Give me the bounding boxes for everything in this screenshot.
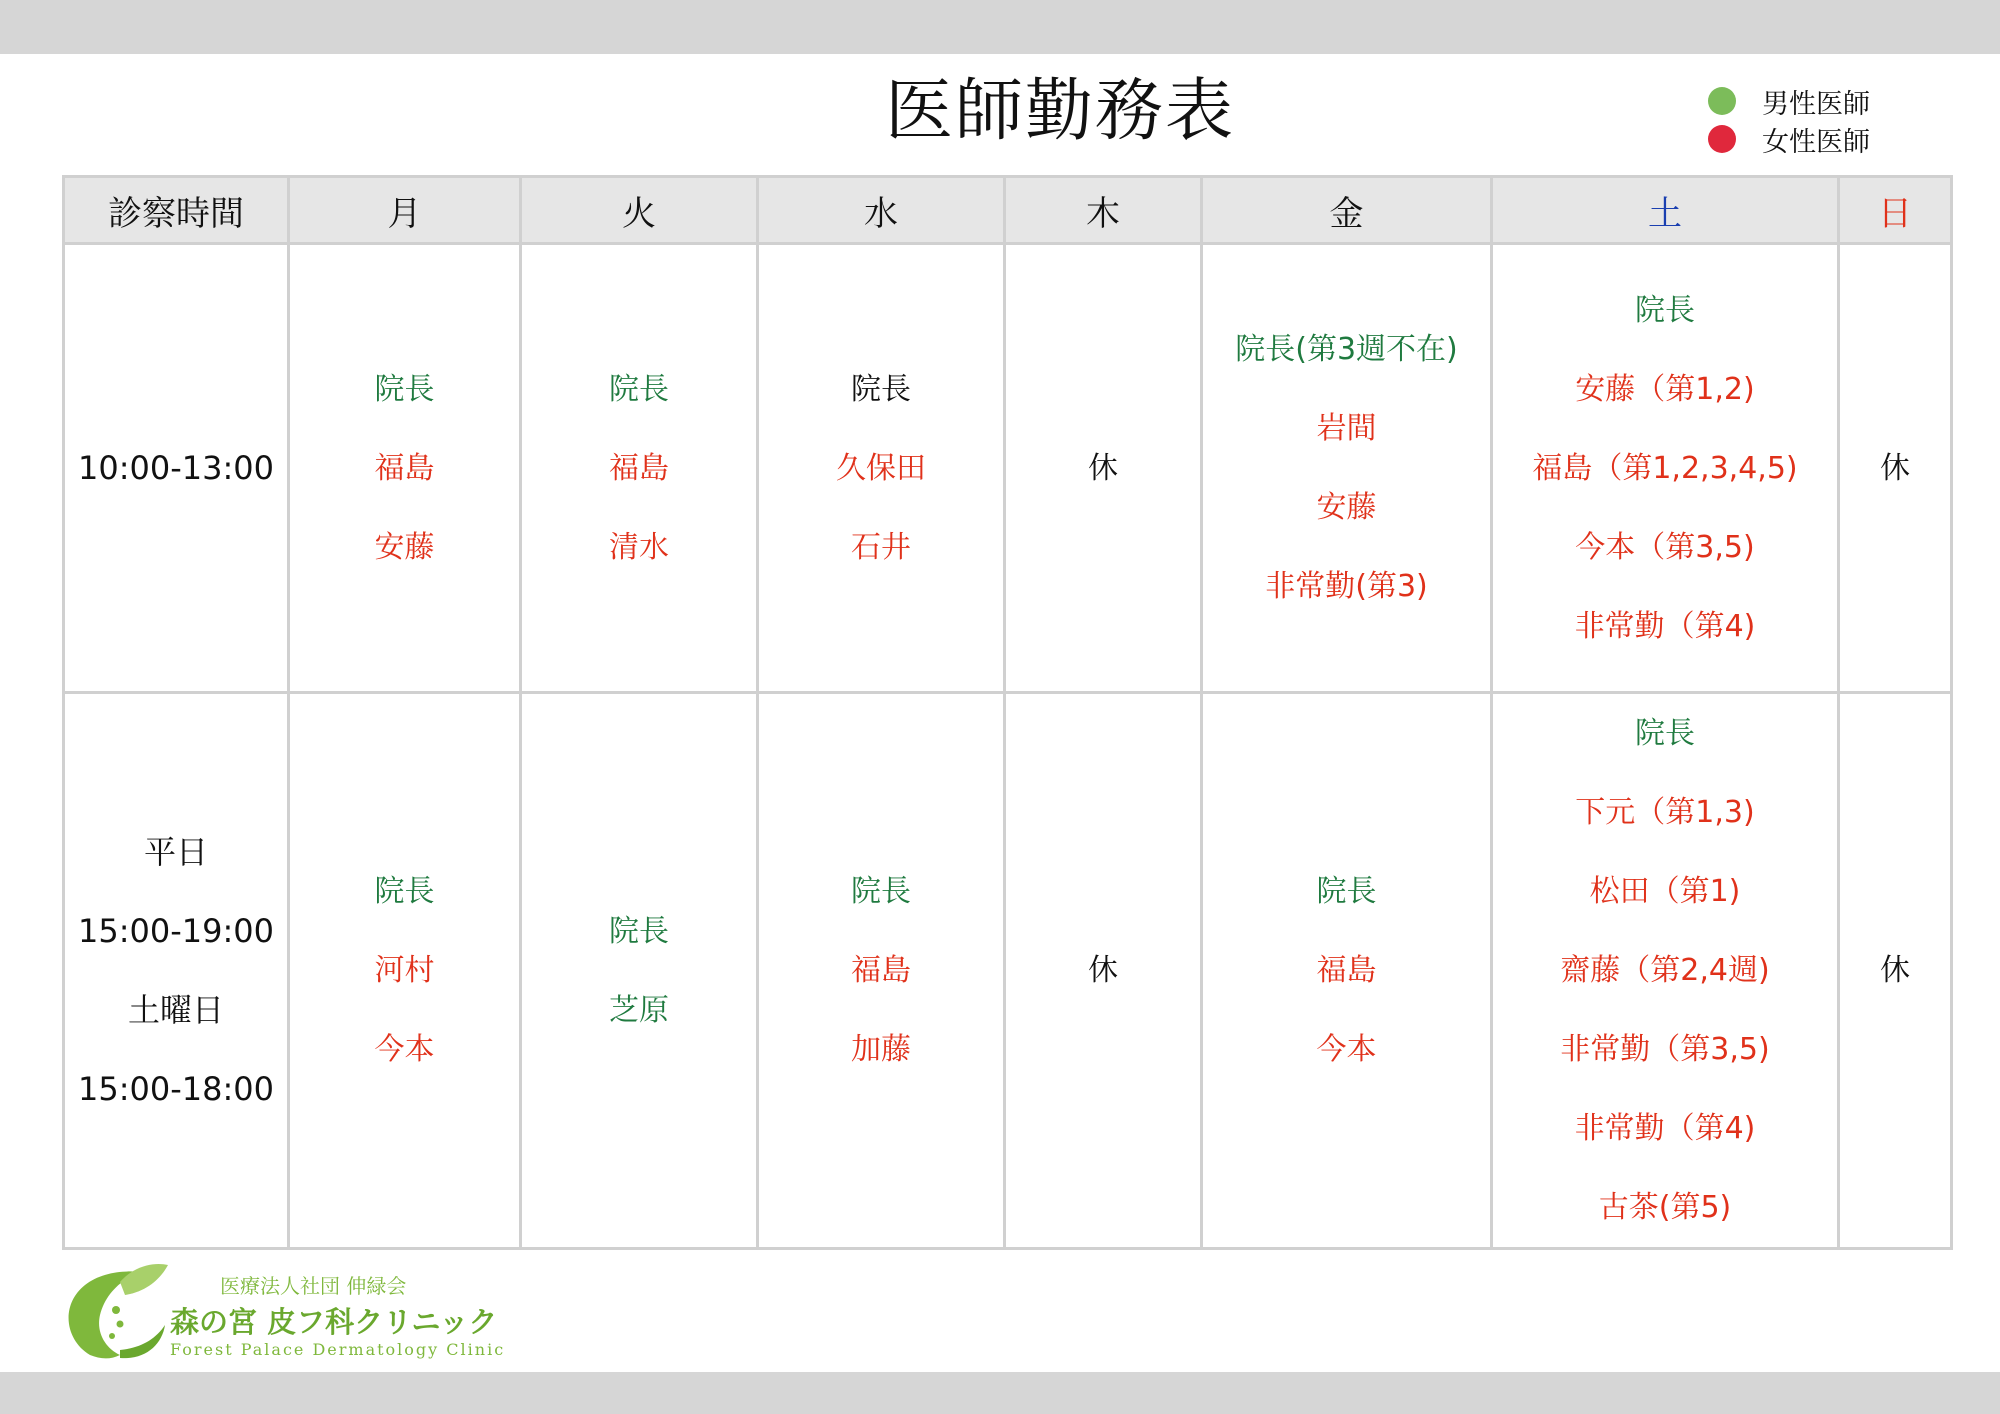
doctor-name: 院長 — [374, 371, 435, 407]
header-day: 日 — [1839, 177, 1952, 244]
header-day: 土 — [1492, 177, 1839, 244]
schedule-cell — [1492, 244, 1839, 693]
doctor-name: 福島（第1,2,3,4,5) — [1532, 450, 1798, 486]
header-day: 月 — [289, 177, 521, 244]
doctor-name: 今本 — [374, 1032, 435, 1067]
top-band — [0, 0, 2000, 54]
doctor-name: 非常勤（第4) — [1574, 1111, 1756, 1146]
legend-item-female — [1708, 120, 1908, 158]
doctor-name: 非常勤（第3,5) — [1560, 1032, 1770, 1067]
doctor-name: 岩間 — [1316, 411, 1377, 446]
doctor-name: 非常勤(第3) — [1265, 569, 1428, 604]
schedule-cell — [758, 693, 1005, 1249]
header-time: 診察時間 — [64, 177, 289, 244]
doctor-name: 非常勤（第4) — [1574, 608, 1756, 644]
doctor-name: 福島 — [1316, 953, 1377, 988]
doctor-name: 河村 — [374, 953, 435, 988]
doctor-name: 福島 — [609, 450, 669, 486]
logo-org-name: 医療法人社団 伸緑会 — [220, 1274, 407, 1298]
doctor-name: 院長 — [1635, 292, 1695, 328]
doctor-name: 今本（第3,5) — [1575, 529, 1755, 565]
schedule-cell — [289, 693, 521, 1249]
doctor-name: 安藤 — [1316, 490, 1377, 525]
schedule-table — [62, 175, 1953, 1250]
doctor-name: 福島 — [374, 450, 435, 486]
legend-item-male — [1708, 82, 1908, 120]
closed-label: 休 — [1880, 953, 1910, 988]
table-row — [64, 693, 1952, 1249]
doctor-name: 清水 — [609, 529, 669, 565]
doctor-name: 院長 — [851, 371, 911, 407]
time-cell — [64, 244, 289, 693]
doctor-name: 齋藤（第2,4週) — [1560, 953, 1770, 988]
header-row — [64, 177, 1952, 244]
bottom-band — [0, 1372, 2000, 1414]
schedule-cell — [1492, 693, 1839, 1249]
schedule-cell — [1202, 244, 1492, 693]
header-day: 水 — [758, 177, 1005, 244]
header-day: 木 — [1005, 177, 1202, 244]
time-text: 15:00-18:00 — [78, 1069, 274, 1108]
female-dot-icon — [1708, 125, 1736, 153]
header-day: 金 — [1202, 177, 1492, 244]
doctor-name: 院長(第3週不在) — [1235, 332, 1458, 367]
schedule-cell — [521, 244, 758, 693]
doctor-name: 安藤（第1,2) — [1575, 371, 1755, 407]
schedule-cell — [1005, 244, 1202, 693]
logo-clinic-name: 森の宮 皮フ科クリニック — [170, 1305, 498, 1339]
schedule-cell — [1839, 244, 1952, 693]
time-text: 土曜日 — [127, 990, 224, 1029]
time-text: 15:00-19:00 — [78, 911, 274, 950]
page-title: 医師勤務表 — [884, 72, 1235, 151]
time-cell — [64, 693, 289, 1249]
clinic-logo — [60, 1260, 506, 1365]
doctor-name: 院長 — [851, 874, 911, 909]
doctor-name: 院長 — [609, 913, 669, 949]
doctor-name: 福島 — [851, 953, 911, 988]
header-day: 火 — [521, 177, 758, 244]
schedule-cell — [758, 244, 1005, 693]
doctor-name: 芝原 — [609, 992, 669, 1028]
doctor-name: 久保田 — [836, 450, 926, 486]
schedule-cell — [289, 244, 521, 693]
time-text: 10:00-13:00 — [78, 448, 274, 487]
legend-label: 男性医師 — [1762, 88, 1870, 120]
legend — [1708, 82, 1908, 158]
doctor-name: 古茶(第5) — [1598, 1190, 1732, 1225]
doctor-name: 院長 — [609, 371, 669, 407]
doctor-name: 石井 — [851, 529, 911, 565]
closed-label: 休 — [1088, 953, 1118, 988]
doctor-name: 松田（第1) — [1589, 874, 1741, 909]
schedule-cell — [1005, 693, 1202, 1249]
schedule-cell — [521, 693, 758, 1249]
doctor-name: 院長 — [1316, 874, 1377, 909]
doctor-name: 院長 — [1635, 716, 1695, 751]
doctor-name: 今本 — [1316, 1032, 1377, 1067]
doctor-name: 加藤 — [851, 1032, 911, 1067]
doctor-name: 安藤 — [374, 529, 435, 565]
doctor-name: 院長 — [374, 874, 435, 909]
closed-label: 休 — [1088, 450, 1118, 486]
doctor-name: 下元（第1,3) — [1575, 795, 1755, 830]
table-row — [64, 244, 1952, 693]
schedule-cell — [1839, 693, 1952, 1249]
legend-label: 女性医師 — [1762, 126, 1870, 158]
closed-label: 休 — [1880, 450, 1910, 486]
leaf-logo-icon — [60, 1260, 170, 1365]
time-text: 平日 — [143, 832, 208, 871]
schedule-cell — [1202, 693, 1492, 1249]
logo-english-name: Forest Palace Dermatology Clinic — [170, 1340, 506, 1359]
male-dot-icon — [1708, 87, 1736, 115]
